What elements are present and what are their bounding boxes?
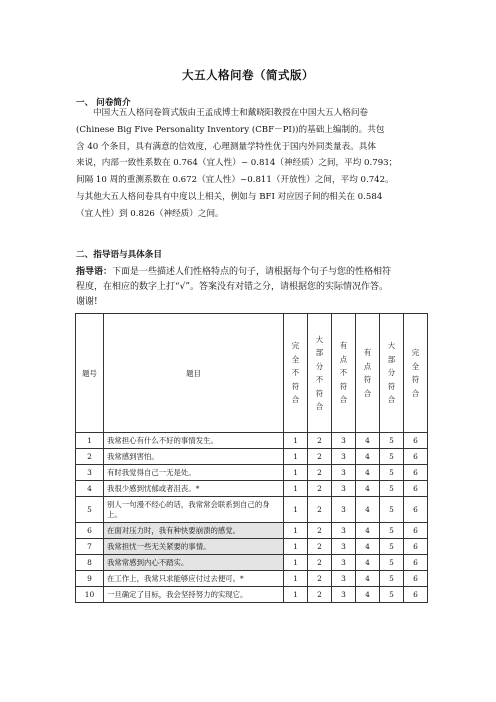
scale-option[interactable]: 2 xyxy=(308,539,332,555)
table-row xyxy=(76,539,428,555)
intro-line: 含 40 个条目，具有满意的信效度，心理测量学特性优于国内外同类量表。具体 xyxy=(76,141,376,152)
scale-option[interactable]: 6 xyxy=(404,571,428,587)
scale-option[interactable]: 6 xyxy=(404,433,428,449)
guide-line: 谢谢! xyxy=(76,297,98,307)
table-row xyxy=(76,555,428,571)
item-text: 我常感到害怕。 xyxy=(104,449,284,465)
scale-option[interactable]: 2 xyxy=(308,497,332,523)
scale-option[interactable]: 5 xyxy=(380,571,404,587)
item-text: 别人一句漫不经心的话，我常常会联系到自己的身上。 xyxy=(104,497,284,523)
scale-option[interactable]: 5 xyxy=(380,555,404,571)
intro-line: 中国大五人格问卷简式版由王孟成博士和戴晓阳教授在中国大五人格问卷 xyxy=(93,108,369,118)
item-number: 3 xyxy=(76,465,104,481)
scale-option[interactable]: 5 xyxy=(380,523,404,539)
item-text: 我常担心有什么不好的事情发生。 xyxy=(104,433,284,449)
scale-option[interactable]: 3 xyxy=(332,481,356,497)
item-number: 7 xyxy=(76,539,104,555)
scale-option[interactable]: 3 xyxy=(332,523,356,539)
item-number: 4 xyxy=(76,481,104,497)
item-text: 有时我觉得自己一无是处。 xyxy=(104,465,284,481)
scale-option[interactable]: 1 xyxy=(284,481,308,497)
item-text: 一旦确定了目标，我会坚持努力的实现它。 xyxy=(104,587,284,603)
scale-option[interactable]: 2 xyxy=(308,587,332,603)
scale-option[interactable]: 4 xyxy=(356,523,380,539)
scale-option[interactable]: 6 xyxy=(404,449,428,465)
guide-paragraph xyxy=(76,265,432,310)
intro-paragraph xyxy=(76,105,432,223)
scale-option[interactable]: 4 xyxy=(356,497,380,523)
scale-option[interactable]: 5 xyxy=(380,497,404,523)
item-text: 在面对压力时，我有种快要崩溃的感觉。 xyxy=(104,523,284,539)
questionnaire-table xyxy=(75,313,428,603)
scale-option[interactable]: 1 xyxy=(284,571,308,587)
scale-option[interactable]: 5 xyxy=(380,539,404,555)
scale-option[interactable]: 6 xyxy=(404,523,428,539)
table-row xyxy=(76,523,428,539)
header-option: 大部分符合 xyxy=(380,314,404,433)
scale-option[interactable]: 4 xyxy=(356,571,380,587)
guide-line: 程度，在相应的数字上打“√”。答案没有对错之分，请根据您的实际情况作答。 xyxy=(76,282,388,292)
table-row xyxy=(76,449,428,465)
scale-option[interactable]: 2 xyxy=(308,555,332,571)
scale-option[interactable]: 6 xyxy=(404,481,428,497)
scale-option[interactable]: 2 xyxy=(308,481,332,497)
scale-option[interactable]: 3 xyxy=(332,555,356,571)
header-option: 有点不符合 xyxy=(332,314,356,433)
scale-option[interactable]: 3 xyxy=(332,497,356,523)
scale-option[interactable]: 2 xyxy=(308,465,332,481)
header-option: 完全不符合 xyxy=(284,314,308,433)
item-number: 1 xyxy=(76,433,104,449)
scale-option[interactable]: 3 xyxy=(332,539,356,555)
table-header-row xyxy=(76,314,428,433)
scale-option[interactable]: 1 xyxy=(284,523,308,539)
item-number: 10 xyxy=(76,587,104,603)
scale-option[interactable]: 1 xyxy=(284,449,308,465)
scale-option[interactable]: 1 xyxy=(284,539,308,555)
scale-option[interactable]: 4 xyxy=(356,555,380,571)
scale-option[interactable]: 4 xyxy=(356,433,380,449)
scale-option[interactable]: 1 xyxy=(284,433,308,449)
header-option: 完全符合 xyxy=(404,314,428,433)
intro-line: （宜人性）到 0.826（神经质）之间。 xyxy=(76,208,224,219)
scale-option[interactable]: 2 xyxy=(308,433,332,449)
item-number: 2 xyxy=(76,449,104,465)
table-row xyxy=(76,587,428,603)
intro-line: (Chinese Big Five Personality Inventory (CBF－PI))的基础上编制的。共包 xyxy=(76,124,385,135)
item-text: 我常担忧一些无关紧要的事情。 xyxy=(104,539,284,555)
document-title: 大五人格问卷（简式版） xyxy=(182,68,314,82)
scale-option[interactable]: 1 xyxy=(284,497,308,523)
scale-option[interactable]: 4 xyxy=(356,587,380,603)
scale-option[interactable]: 5 xyxy=(380,465,404,481)
table-row xyxy=(76,481,428,497)
header-number: 题号 xyxy=(76,314,104,433)
scale-option[interactable]: 6 xyxy=(404,555,428,571)
scale-option[interactable]: 5 xyxy=(380,481,404,497)
scale-option[interactable]: 6 xyxy=(404,539,428,555)
scale-option[interactable]: 3 xyxy=(332,465,356,481)
scale-option[interactable]: 2 xyxy=(308,449,332,465)
item-number: 6 xyxy=(76,523,104,539)
item-text: 我很少感到忧郁或者沮丧。* xyxy=(104,481,284,497)
item-text: 我常常感到内心不踏实。 xyxy=(104,555,284,571)
scale-option[interactable]: 3 xyxy=(332,449,356,465)
item-number: 8 xyxy=(76,555,104,571)
scale-option[interactable]: 2 xyxy=(308,523,332,539)
section-heading-instructions: 二、指导语与具体条目 xyxy=(76,250,162,260)
scale-option[interactable]: 3 xyxy=(332,571,356,587)
scale-option[interactable]: 3 xyxy=(332,587,356,603)
item-number: 5 xyxy=(76,497,104,523)
scale-option[interactable]: 1 xyxy=(284,465,308,481)
scale-option[interactable]: 1 xyxy=(284,555,308,571)
section-heading-intro: 一、 问卷简介 xyxy=(76,98,131,108)
scale-option[interactable]: 5 xyxy=(380,587,404,603)
intro-line: 来说，内部一致性系数在 0.764（宜人性）~ 0.814（神经质）之间，平均 0.793； xyxy=(76,158,398,169)
table-row xyxy=(76,433,428,449)
scale-option[interactable]: 4 xyxy=(356,481,380,497)
intro-line: 与其他大五人格问卷具有中度以上相关，例如与 BFI 对应因子间的相关在 0.584 xyxy=(76,191,383,202)
scale-option[interactable]: 2 xyxy=(308,571,332,587)
intro-line: 间隔 10 周的重测系数在 0.672（宜人性）~0.811（开放性）之间，平均 0.742。 xyxy=(76,175,394,186)
scale-option[interactable]: 5 xyxy=(380,449,404,465)
table-row xyxy=(76,571,428,587)
scale-option[interactable]: 4 xyxy=(356,449,380,465)
table-row xyxy=(76,497,428,523)
table-row xyxy=(76,465,428,481)
scale-option[interactable]: 4 xyxy=(356,465,380,481)
scale-option[interactable]: 6 xyxy=(404,497,428,523)
item-text: 在工作上，我常只求能够应付过去便可。* xyxy=(104,571,284,587)
scale-option[interactable]: 5 xyxy=(380,433,404,449)
guide-label: 指导语： xyxy=(76,267,113,277)
item-number: 9 xyxy=(76,571,104,587)
guide-line: 下面是一些描述人们性格特点的句子，请根据每个句子与您的性格相符 xyxy=(112,267,392,277)
scale-option[interactable]: 6 xyxy=(404,587,428,603)
scale-option[interactable]: 1 xyxy=(284,587,308,603)
scale-option[interactable]: 4 xyxy=(356,539,380,555)
header-option: 有点符合 xyxy=(356,314,380,433)
header-option: 大部分不符合 xyxy=(308,314,332,433)
scale-option[interactable]: 3 xyxy=(332,433,356,449)
scale-option[interactable]: 6 xyxy=(404,465,428,481)
header-item: 题目 xyxy=(104,314,284,433)
